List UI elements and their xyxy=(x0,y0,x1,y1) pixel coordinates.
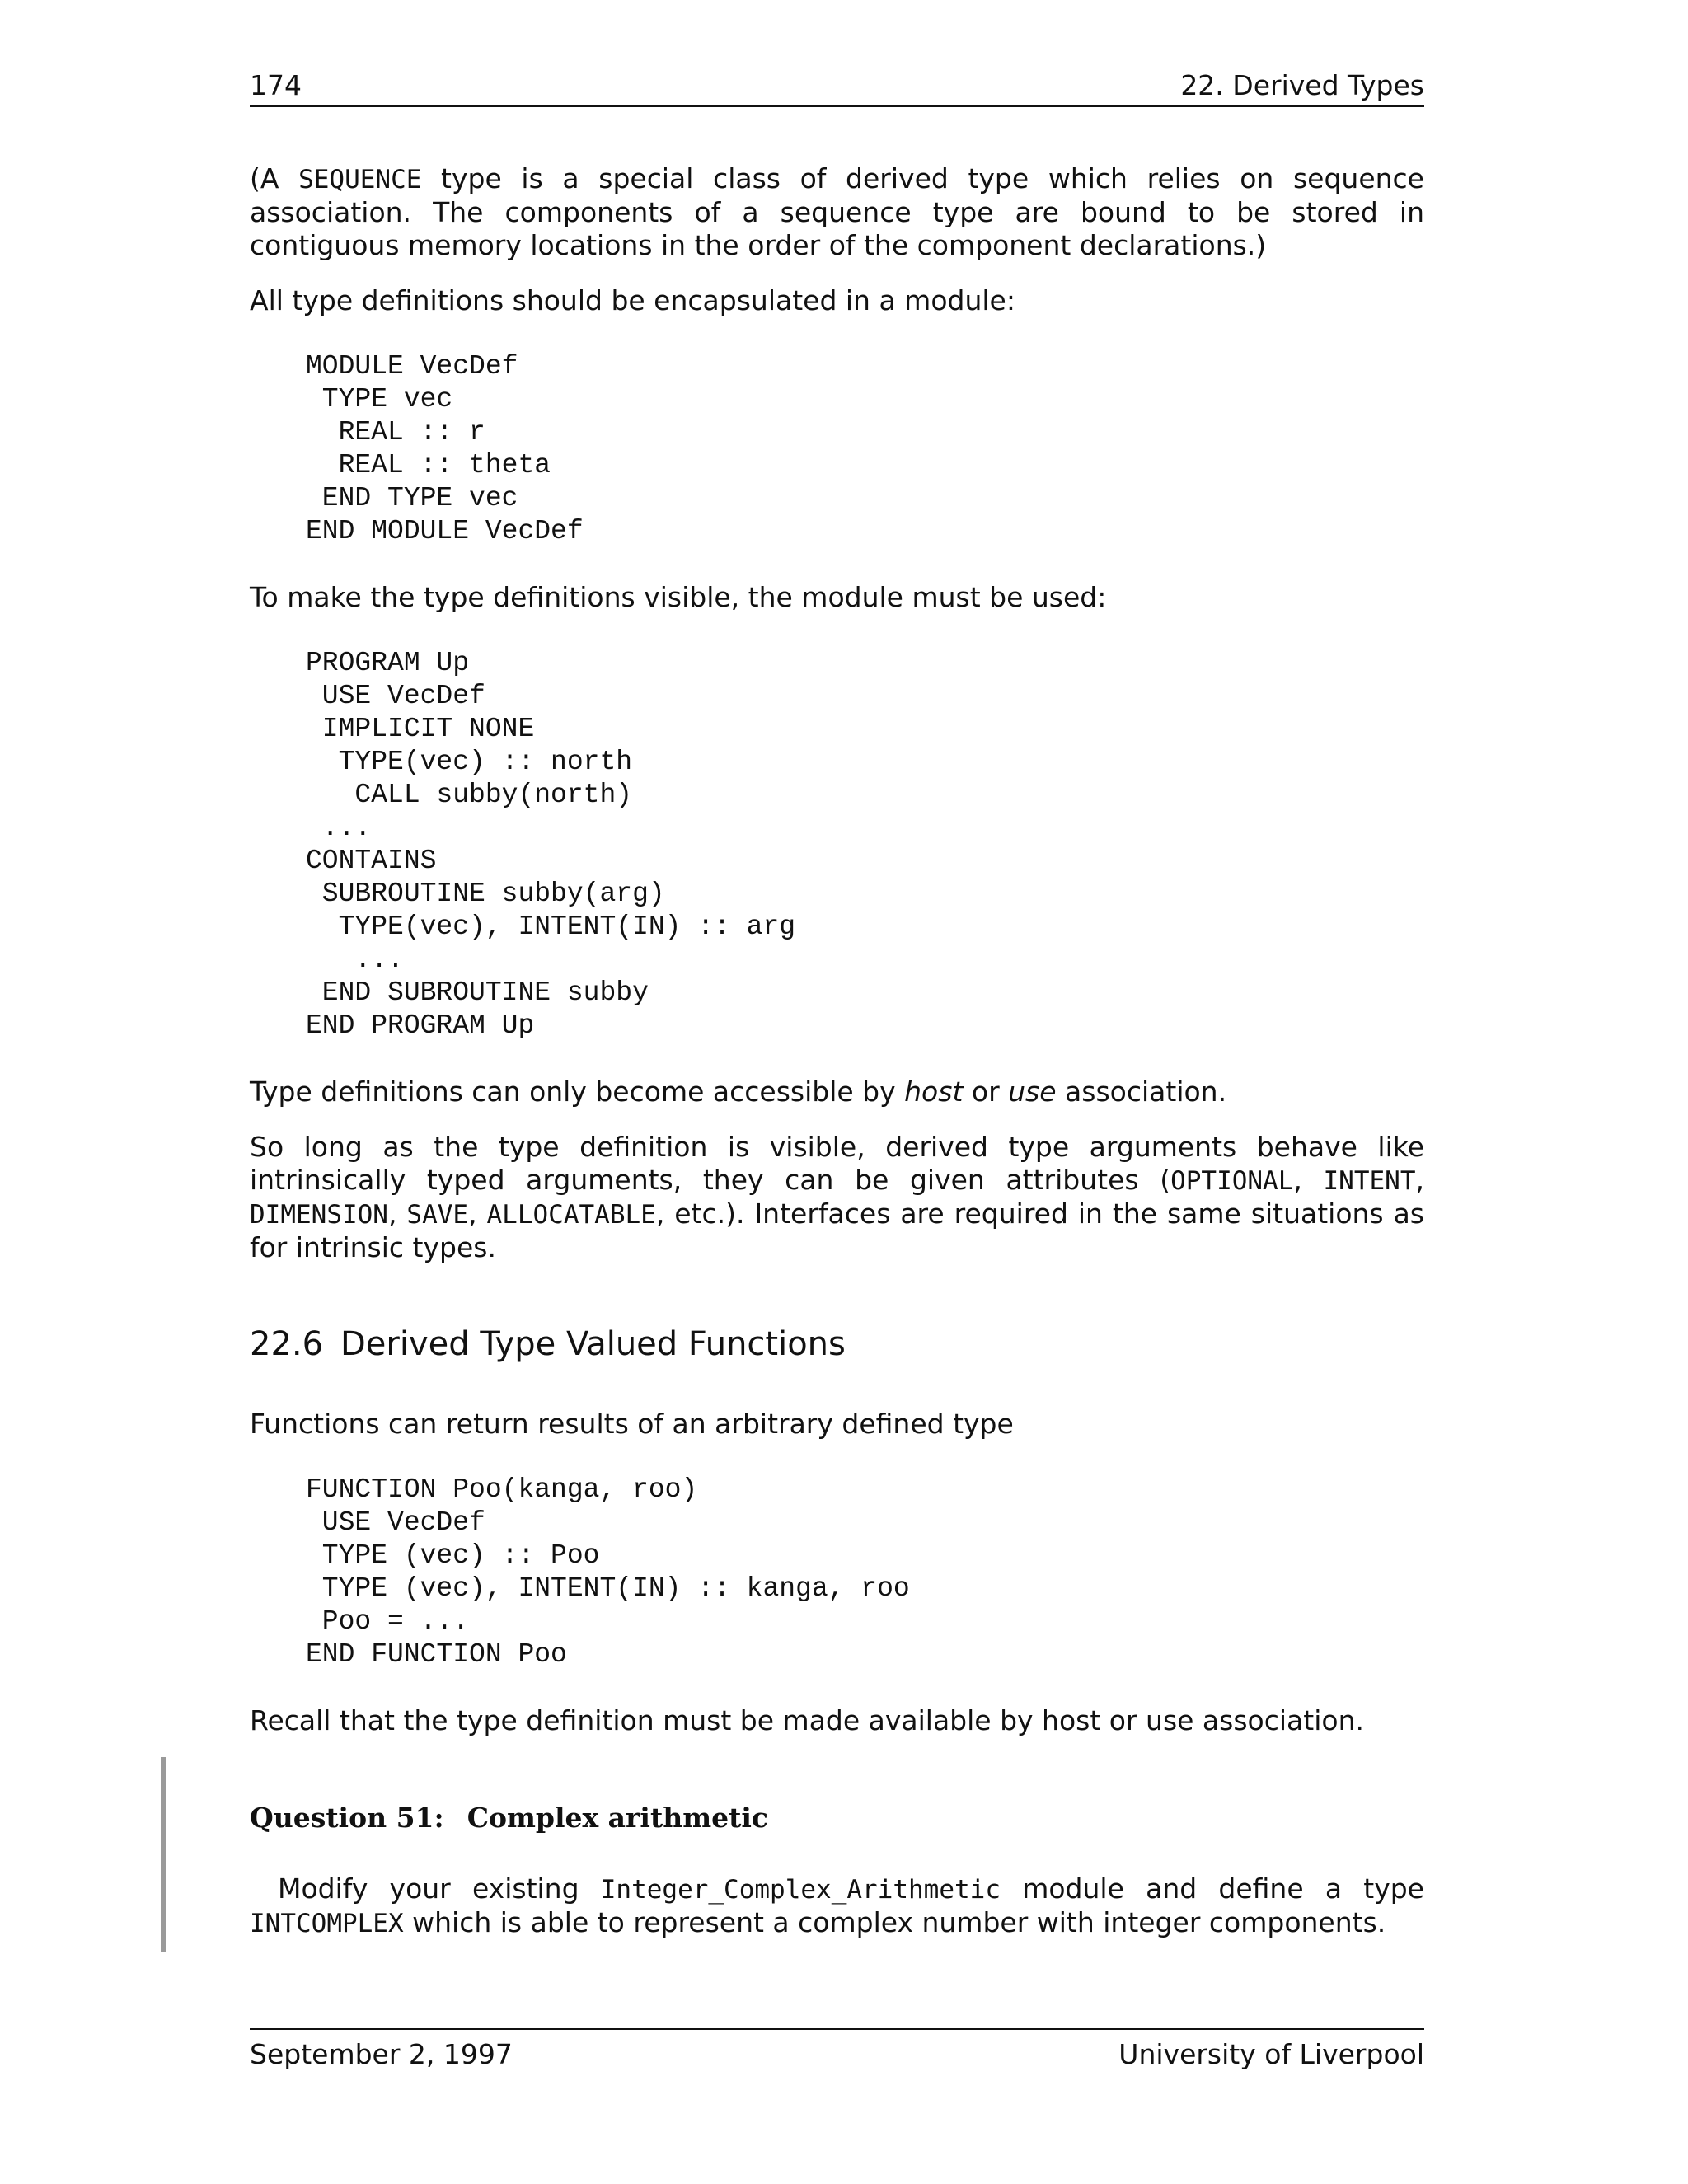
code-line: END MODULE VecDef xyxy=(306,516,584,546)
code-line: USE VecDef xyxy=(306,1507,485,1538)
code-line: END TYPE vec xyxy=(306,483,518,513)
code-line: REAL :: r xyxy=(306,417,485,448)
question-label: Question 51: xyxy=(250,1802,444,1834)
code-block-program xyxy=(306,647,1424,1043)
code-line: END SUBROUTINE subby xyxy=(306,977,649,1008)
text-span: , xyxy=(1293,1164,1324,1196)
running-header xyxy=(250,66,1424,107)
text-span: , etc.). Interfaces are required in the same situations as for intrinsic types. xyxy=(250,1197,1424,1263)
code-line: CALL subby(north) xyxy=(306,780,633,810)
paragraph-question-body xyxy=(250,1872,1424,1940)
code-line: IMPLICIT NONE xyxy=(306,714,535,744)
paragraph-sequence-note xyxy=(250,162,1424,262)
code-line: SUBROUTINE subby(arg) xyxy=(306,879,665,909)
code-line: TYPE (vec), INTENT(IN) :: kanga, roo xyxy=(306,1573,910,1604)
inline-code: INTENT xyxy=(1323,1166,1416,1196)
question-heading xyxy=(250,1802,1424,1835)
change-bar xyxy=(161,1757,166,1952)
text-span: or xyxy=(963,1076,1009,1108)
page-body xyxy=(250,162,1424,1962)
inline-code: DIMENSION xyxy=(250,1200,388,1230)
code-line: TYPE (vec) :: Poo xyxy=(306,1540,600,1571)
footer-institution: University of Liverpool xyxy=(1118,2038,1424,2070)
paragraph-accessibility xyxy=(250,1076,1424,1108)
code-line: USE VecDef xyxy=(306,681,485,711)
code-line: TYPE vec xyxy=(306,384,453,415)
section-number: 22.6 xyxy=(250,1325,324,1363)
inline-code: SEQUENCE xyxy=(298,165,422,194)
text-span: association. xyxy=(1056,1076,1227,1108)
text-span: module and define a type xyxy=(1001,1872,1424,1905)
code-line: ... xyxy=(306,944,404,975)
text-span: So long as the type definition is visible, derived type arguments behave like intrinsically typed arguments, they can be given attributes ( xyxy=(250,1131,1424,1196)
chapter-title: 22. Derived Types xyxy=(1180,69,1424,101)
inline-code: Integer_Complex_Arithmetic xyxy=(600,1875,1001,1905)
inline-code: ALLOCATABLE xyxy=(486,1200,656,1230)
page-number: 174 xyxy=(250,69,302,101)
code-line: PROGRAM Up xyxy=(306,648,470,678)
paragraph-attributes xyxy=(250,1131,1424,1264)
code-line: Poo = ... xyxy=(306,1606,470,1637)
code-line: MODULE VecDef xyxy=(306,351,518,382)
paragraph-use-intro: To make the type definitions visible, the module must be used: xyxy=(250,581,1107,613)
code-block-function xyxy=(306,1474,1424,1671)
emphasis-host: host xyxy=(904,1076,964,1108)
text-span: Modify your existing xyxy=(278,1872,601,1905)
text-span: , xyxy=(1415,1164,1424,1196)
question-title: Complex arithmetic xyxy=(467,1802,768,1834)
running-footer xyxy=(250,2028,1424,2069)
paragraph-functions-intro: Functions can return results of an arbitrary defined type xyxy=(250,1408,1014,1440)
text-span: , xyxy=(387,1197,407,1230)
text-span: (A xyxy=(250,162,299,194)
code-line: TYPE(vec) :: north xyxy=(306,747,633,777)
section-heading xyxy=(250,1324,1424,1365)
inline-code: OPTIONAL xyxy=(1170,1166,1294,1196)
paragraph-module-intro: All type definitions should be encapsulated in a module: xyxy=(250,284,1015,316)
section-title: Derived Type Valued Functions xyxy=(340,1325,846,1363)
text-span: , xyxy=(468,1197,487,1230)
text-span: type is a special class of derived type which relies on sequence association. The components of a sequence type are bound to be stored in contiguous memory locations in the order of the component declarations.) xyxy=(250,162,1424,261)
text-span: Type definitions can only become accessible by xyxy=(250,1076,905,1108)
code-line: ... xyxy=(306,813,372,843)
code-line: CONTAINS xyxy=(306,846,437,876)
code-block-module xyxy=(306,350,1424,548)
emphasis-use: use xyxy=(1008,1076,1057,1108)
code-line: FUNCTION Poo(kanga, roo) xyxy=(306,1474,698,1505)
text-span: which is able to represent a complex number with integer components. xyxy=(403,1906,1386,1938)
code-line: END PROGRAM Up xyxy=(306,1010,535,1041)
code-line: TYPE(vec), INTENT(IN) :: arg xyxy=(306,912,796,942)
inline-code: INTCOMPLEX xyxy=(250,1909,404,1938)
code-line: END FUNCTION Poo xyxy=(306,1639,567,1670)
paragraph-recall: Recall that the type definition must be made available by host or use association. xyxy=(250,1704,1364,1736)
footer-date: September 2, 1997 xyxy=(250,2038,513,2070)
inline-code: SAVE xyxy=(406,1200,469,1230)
code-line: REAL :: theta xyxy=(306,450,551,480)
